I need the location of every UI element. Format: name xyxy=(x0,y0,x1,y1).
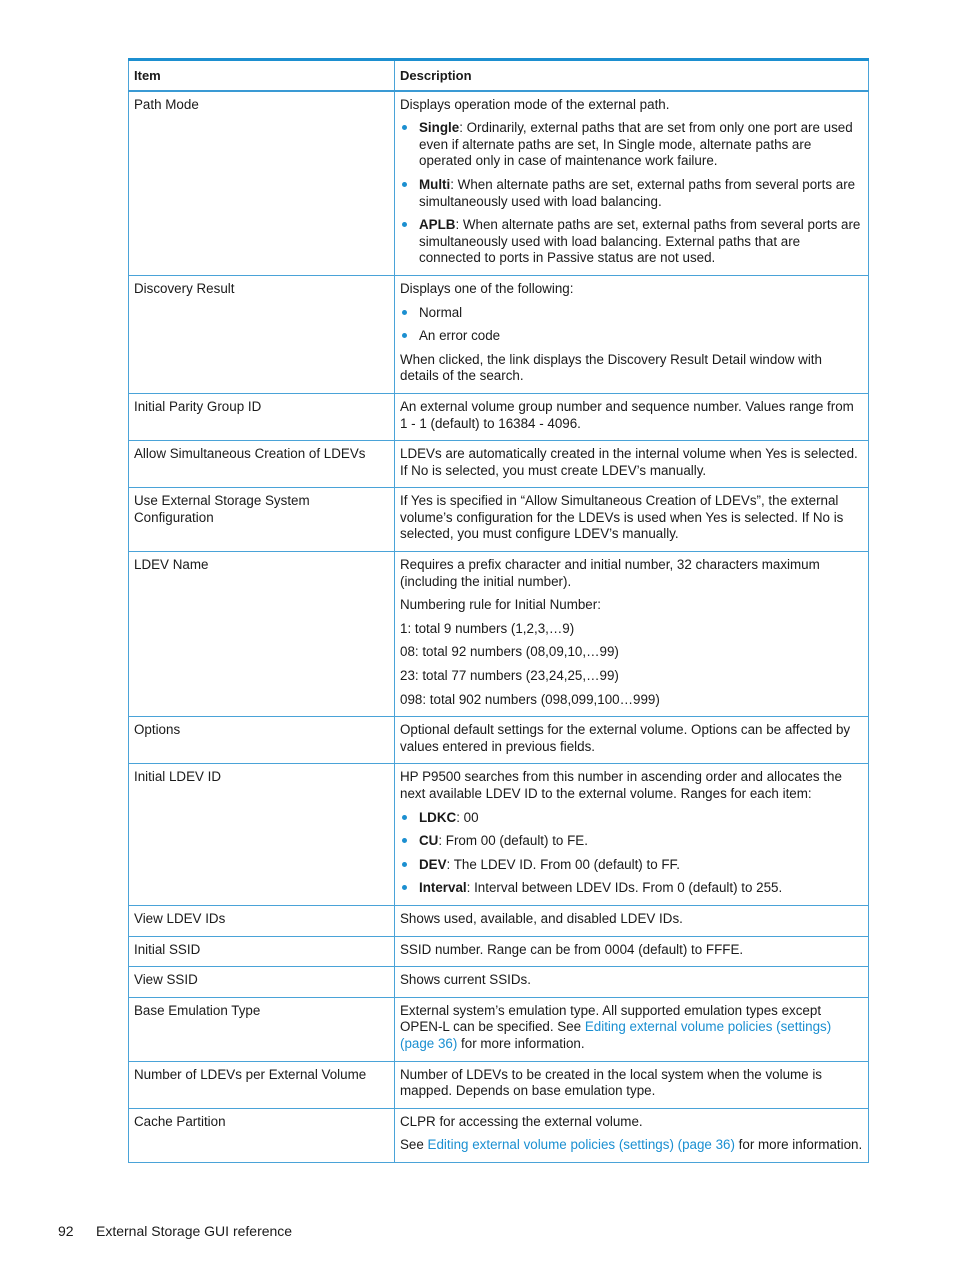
description-text: 08: total 92 numbers (08,09,10,…99) xyxy=(400,644,619,660)
term-description: : The LDEV ID. From 00 (default) to FF. xyxy=(446,856,680,872)
term: APLB xyxy=(419,217,456,233)
table-row xyxy=(129,717,869,764)
item-cell: Initial LDEV ID xyxy=(129,764,395,906)
term: Single xyxy=(419,120,460,136)
description-cell xyxy=(395,1108,869,1162)
description-text: 098: total 902 numbers (098,099,100…999) xyxy=(400,691,660,707)
list-item xyxy=(400,328,864,345)
term: CU xyxy=(419,833,439,849)
list-item xyxy=(400,120,864,170)
description-cell: SSID number. Range can be from 0004 (default) to FFFE. xyxy=(395,936,869,967)
description-text: Numbering rule for Initial Number: xyxy=(400,597,601,613)
description-text: HP P9500 searches from this number in ascending order and allocates the next available LDEV ID to the external volume. Ranges for each item: xyxy=(400,769,842,801)
item-cell: Use External Storage System Configuration xyxy=(129,488,395,552)
description-cell xyxy=(395,91,869,276)
list-item xyxy=(400,880,864,897)
footer-section-title: External Storage GUI reference xyxy=(96,1223,293,1239)
bullet-list xyxy=(400,305,864,345)
bullet-icon xyxy=(402,862,407,867)
table-row xyxy=(129,488,869,552)
policies-link[interactable]: Editing external volume policies (settings) (page 36) xyxy=(400,1019,832,1051)
item-cell: Base Emulation Type xyxy=(129,997,395,1061)
table-row xyxy=(129,1108,869,1162)
page-footer xyxy=(58,1223,292,1239)
table-row xyxy=(129,1061,869,1108)
list-item-text: Normal xyxy=(419,304,463,320)
table-row xyxy=(129,905,869,936)
table-row xyxy=(129,91,869,276)
description-text: for more information. xyxy=(734,1137,863,1153)
table-row xyxy=(129,275,869,393)
description-cell xyxy=(395,552,869,717)
term-description: : 00 xyxy=(456,809,479,825)
description-cell: LDEVs are automatically created in the internal volume when Yes is selected. If No is selected, you must create LDEV’s manually. xyxy=(395,441,869,488)
description-cell: Shows current SSIDs. xyxy=(395,967,869,998)
term-description: : When alternate paths are set, external paths from several ports are simultaneously used with load balancing. External paths that are connected to ports in Passive status are not used. xyxy=(419,217,861,266)
list-item xyxy=(400,217,864,267)
term: Multi xyxy=(419,176,451,192)
description-cell xyxy=(395,997,869,1061)
description-cell: An external volume group number and sequence number. Values range from 1 - 1 (default) to 16384 - 4096. xyxy=(395,393,869,440)
column-header-item: Item xyxy=(129,60,395,91)
page-number: 92 xyxy=(58,1223,74,1239)
description-text: External system’s emulation type. All supported emulation types except OPEN-L can be specified. See xyxy=(400,1002,822,1035)
description-text: Displays one of the following: xyxy=(400,280,574,296)
description-text: When clicked, the link displays the Discovery Result Detail window with details of the search. xyxy=(400,351,822,384)
description-cell xyxy=(395,764,869,906)
bullet-icon xyxy=(402,182,407,187)
description-text: Requires a prefix character and initial number, 32 characters maximum (including the initial number). xyxy=(400,557,820,589)
term-description: : Ordinarily, external paths that are set from only one port are used even if alternate paths are set, In Single mode, alternate paths are operated only in case of maintenance work failure. xyxy=(419,120,853,169)
bullet-icon xyxy=(402,885,407,890)
description-text: CLPR for accessing the external volume. xyxy=(400,1113,643,1129)
bullet-icon xyxy=(402,815,407,820)
list-item-text: An error code xyxy=(419,328,501,344)
item-cell: Options xyxy=(129,717,395,764)
bullet-icon xyxy=(402,125,407,130)
description-cell: Shows used, available, and disabled LDEV IDs. xyxy=(395,905,869,936)
term-description: : Interval between LDEV IDs. From 0 (default) to 255. xyxy=(466,880,783,896)
table-row xyxy=(129,764,869,906)
bullet-icon xyxy=(402,333,407,338)
description-text: 1: total 9 numbers (1,2,3,…9) xyxy=(400,620,575,636)
item-cell: Allow Simultaneous Creation of LDEVs xyxy=(129,441,395,488)
description-cell: If Yes is specified in “Allow Simultaneous Creation of LDEVs”, the external volume’s configuration for the LDEVs is used when Yes is selected. If No is selected, you must configure LDEV’s manually. xyxy=(395,488,869,552)
item-cell: Number of LDEVs per External Volume xyxy=(129,1061,395,1108)
item-cell: Discovery Result xyxy=(129,275,395,393)
list-item xyxy=(400,810,864,827)
reference-table xyxy=(128,58,869,1163)
bullet-list xyxy=(400,120,864,267)
item-cell: Cache Partition xyxy=(129,1108,395,1162)
description-text xyxy=(400,1137,864,1154)
policies-link[interactable]: Editing external volume policies (settings) (page 36) xyxy=(427,1137,735,1153)
list-item xyxy=(400,857,864,874)
description-text: 23: total 77 numbers (23,24,25,…99) xyxy=(400,668,619,684)
item-cell: LDEV Name xyxy=(129,552,395,717)
list-item xyxy=(400,833,864,850)
description-text: Displays operation mode of the external path. xyxy=(400,96,670,112)
bullet-icon xyxy=(402,222,407,227)
table-header-row xyxy=(129,60,869,91)
description-cell xyxy=(395,275,869,393)
description-cell: Optional default settings for the external volume. Options can be affected by values entered in previous fields. xyxy=(395,717,869,764)
table-row xyxy=(129,997,869,1061)
table-row xyxy=(129,967,869,998)
item-cell: View SSID xyxy=(129,967,395,998)
item-cell: Initial SSID xyxy=(129,936,395,967)
term: DEV xyxy=(419,856,447,872)
table-row xyxy=(129,441,869,488)
term: LDKC xyxy=(419,809,457,825)
description-text: for more information. xyxy=(457,1035,585,1051)
item-cell: Path Mode xyxy=(129,91,395,276)
table-row xyxy=(129,936,869,967)
item-cell: View LDEV IDs xyxy=(129,905,395,936)
bullet-icon xyxy=(402,838,407,843)
table-row xyxy=(129,393,869,440)
list-item xyxy=(400,177,864,210)
see-text: See xyxy=(400,1137,428,1153)
bullet-icon xyxy=(402,310,407,315)
item-cell: Initial Parity Group ID xyxy=(129,393,395,440)
list-item xyxy=(400,305,864,322)
term: Interval xyxy=(419,880,467,896)
description-cell: Number of LDEVs to be created in the local system when the volume is mapped. Depends on base emulation type. xyxy=(395,1061,869,1108)
table-row xyxy=(129,552,869,717)
term-description: : From 00 (default) to FE. xyxy=(438,833,588,849)
bullet-list xyxy=(400,810,864,897)
column-header-description: Description xyxy=(395,60,869,91)
term-description: : When alternate paths are set, external paths from several ports are simultaneously used with load balancing. xyxy=(419,176,856,209)
